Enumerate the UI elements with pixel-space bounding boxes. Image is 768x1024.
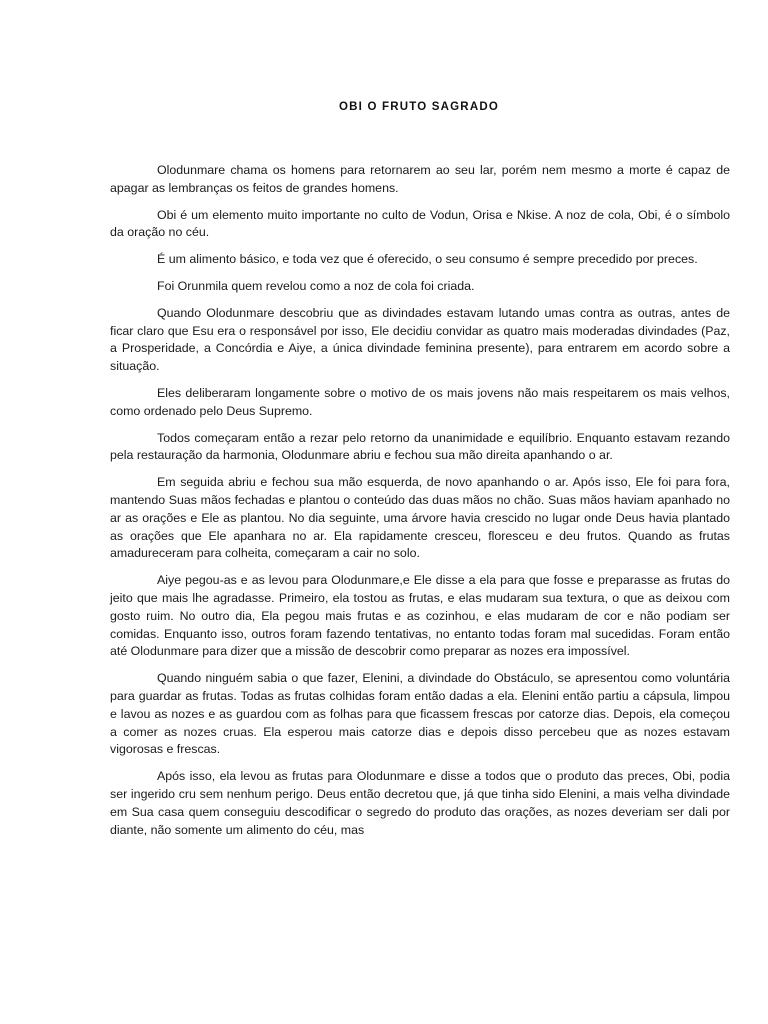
document-body (110, 162, 730, 848)
paragraph: Foi Orunmila quem revelou como a noz de cola foi criada. (157, 278, 475, 293)
paragraph: Todos começaram então a rezar pelo retorno da unanimidade e equilíbrio. Enquanto estavam rezando pela restauração da harmonia, Olodunmare abriu e fechou sua mão direita apanhando o ar. (110, 430, 730, 463)
paragraph: Obi é um elemento muito importante no culto de Vodun, Orisa e Nkise. A noz de cola, Obi, é o símbolo da oração no céu. (110, 207, 730, 240)
paragraph: Eles deliberaram longamente sobre o motivo de os mais jovens não mais respeitarem os mais velhos, como ordenado pelo Deus Supremo. (110, 385, 730, 418)
paragraph: Em seguida abriu e fechou sua mão esquerda, de novo apanhando o ar. Após isso, Ele foi para fora, mantendo Suas mãos fechadas e plantou o conteúdo das duas mãos no chão. Suas mãos haviam apanhado no ar as orações e Ele as plantou. No dia seguinte, uma árvore havia crescido no lugar onde Deus havia plantado as orações que Ele apanhara no ar. Ela rapidamente cresceu, floresceu e deu frutos. Quando as frutas amadureceram para colheita, começaram a cair no solo. (110, 475, 730, 561)
paragraph: É um alimento básico, e toda vez que é oferecido, o seu consumo é sempre precedido por preces. (157, 252, 698, 267)
paragraph: Olodunmare chama os homens para retornarem ao seu lar, porém nem mesmo a morte é capaz de apagar as lembranças os feitos de grandes homens. (110, 163, 730, 195)
paragraph: Após isso, ela levou as frutas para Olodunmare e disse a todos que o produto das preces, Obi, podia ser ingerido cru sem nenhum perigo. Deus então decretou que, já que tinha sido Elenini, a mais velha divindade em Sua casa quem conseguiu descodificar o segredo do produto das orações, as nozes deveriam ser dali por diante, não somente um alimento do céu, mas (110, 769, 730, 837)
paragraph: Quando ninguém sabia o que fazer, Elenini, a divindade do Obstáculo, se apresentou como voluntária para guardar as frutas. Todas as frutas colhidas foram então dadas a ela. Elenini então partiu a cápsula, limpou e lavou as nozes e as guardou com as folhas para que ficassem frescas por catorze dias. Depois, ela começou a comer as nozes cruas. Ela esperou mais catorze dias e depois disso percebeu que as nozes estavam vigorosas e frescas. (110, 671, 730, 757)
paragraph: Aiye pegou-as e as levou para Olodunmare,e Ele disse a ela para que fosse e preparasse as frutas do jeito que mais lhe agradasse. Primeiro, ela tostou as frutas, e elas mudaram sua textura, o que as deixou com gosto ruim. No outro dia, Ela pegou mais frutas e as cozinhou, e elas mudaram de cor e não podiam ser comidas. Enquanto isso, outros foram fazendo tentativas, no entanto todas foram mal sucedidas. Foram então até Olodunmare para dizer que a missão de descobrir como preparar as nozes era impossível. (110, 573, 730, 659)
document-title: OBI O FRUTO SAGRADO (339, 101, 499, 113)
paragraph: Quando Olodunmare descobriu que as divindades estavam lutando umas contra as outras, antes de ficar claro que Esu era o responsável por isso, Ele decidiu convidar as quatro mais moderadas divindades (Paz, a Prosperidade, a Concórdia e Aiye, a única divindade feminina presente), para entrarem em acordo sobre a situação. (110, 305, 730, 374)
